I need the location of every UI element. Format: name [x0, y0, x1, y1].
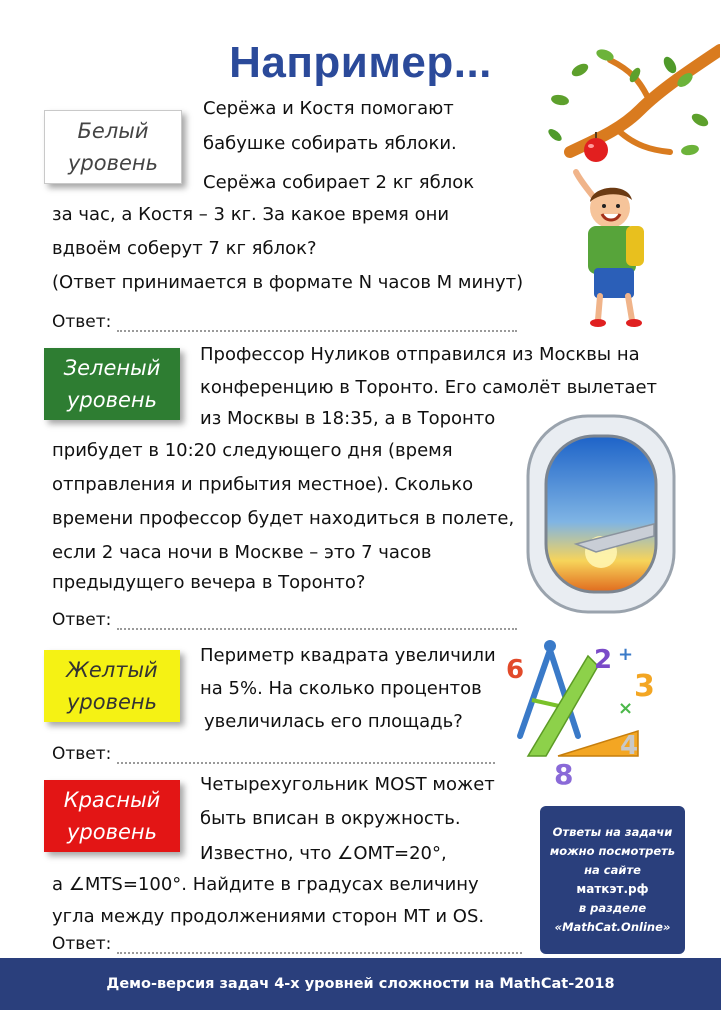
- problem4-line: быть вписан в окружность.: [200, 808, 461, 829]
- level-green-word: Зеленый: [63, 356, 161, 380]
- answer-label: Ответ:: [52, 312, 112, 332]
- svg-text:8: 8: [554, 758, 574, 791]
- level-white-label: уровень: [67, 151, 158, 175]
- svg-text:6: 6: [506, 655, 525, 685]
- window-sky-icon: [546, 436, 656, 592]
- level-yellow-word: Желтый: [66, 658, 158, 682]
- answers-info-box: [540, 806, 685, 954]
- info-line: Ответы на задачи: [552, 825, 673, 839]
- svg-text:2: 2: [594, 645, 613, 675]
- problem4-line: а ∠MTS=100°. Найдите в градусах величину: [52, 874, 479, 895]
- answer-label: Ответ:: [52, 934, 112, 954]
- problem2-line: времени профессор будет находиться в полете,: [52, 508, 515, 529]
- level-red-word: Красный: [63, 788, 161, 812]
- airplane-window-illustration: [526, 414, 676, 614]
- problem1-line: Серёжа собирает 2 кг яблок: [203, 172, 475, 193]
- problem1-line: (Ответ принимается в формате N часов M минут): [52, 272, 524, 293]
- problem2-line: из Москвы в 18:35, а в Торонто: [200, 408, 496, 429]
- level-green-badge: [44, 348, 180, 420]
- tree-branch-icon: [546, 47, 720, 156]
- level-white-word: Белый: [77, 119, 149, 143]
- answer-field[interactable]: [117, 938, 522, 954]
- problem2-line: предыдущего вечера в Торонто?: [52, 572, 366, 593]
- problem2-line: отправления и прибытия местное). Сколько: [52, 474, 474, 495]
- svg-text:4: 4: [620, 731, 639, 761]
- problem2-line: если 2 часа ночи в Москве – это 7 часов: [52, 542, 432, 563]
- answer-field[interactable]: [117, 748, 495, 764]
- problem1-line: вдвоём соберут 7 кг яблок?: [52, 238, 317, 259]
- level-red-badge: [44, 780, 180, 852]
- problem2-line: прибудет в 10:20 следующего дня (время: [52, 440, 453, 461]
- svg-text:3: 3: [634, 669, 655, 704]
- problem3-line: Периметр квадрата увеличили: [200, 645, 496, 666]
- boy-apple-tree-illustration: [540, 40, 720, 330]
- footer-text: Демо-версия задач 4-х уровней сложности на MathCat-2018: [106, 976, 615, 992]
- answer-line-1: [52, 312, 517, 332]
- level-green-label: уровень: [66, 388, 157, 412]
- problem4-line: Известно, что ∠OMT=20°,: [200, 843, 447, 864]
- svg-text:+: +: [618, 644, 634, 665]
- info-line: «MathCat.Online»: [554, 920, 671, 934]
- footer-banner: [0, 958, 721, 1010]
- answer-line-3: [52, 744, 495, 764]
- boy-icon: [576, 172, 644, 327]
- problem4-line: угла между продолжениями сторон MT и OS.: [52, 906, 485, 927]
- problem3-line: на 5%. На сколько процентов: [200, 678, 482, 699]
- problem1-line: бабушке собирать яблоки.: [203, 133, 457, 154]
- level-white-badge: [44, 110, 182, 184]
- level-yellow-badge: [44, 650, 180, 722]
- answer-label: Ответ:: [52, 744, 112, 764]
- problem3-line: увеличилась его площадь?: [204, 711, 463, 732]
- problem1-line: Серёжа и Костя помогают: [203, 98, 454, 119]
- level-red-label: уровень: [66, 820, 157, 844]
- answer-label: Ответ:: [52, 610, 112, 630]
- info-line: можно посмотреть: [549, 844, 676, 858]
- answer-field[interactable]: [117, 614, 517, 630]
- answer-line-4: [52, 934, 522, 954]
- answer-line-2: [52, 610, 517, 630]
- math-tools-illustration: [498, 636, 668, 791]
- level-yellow-label: уровень: [66, 690, 157, 714]
- answer-field[interactable]: [117, 316, 517, 332]
- svg-text:×: ×: [618, 698, 634, 719]
- info-line: на сайте: [584, 863, 641, 877]
- page-title: Например...: [229, 38, 492, 87]
- problem4-line: Четырехугольник MOST может: [200, 774, 495, 795]
- problem2-line: конференцию в Торонто. Его самолёт вылетает: [200, 377, 658, 398]
- problem1-line: за час, а Костя – 3 кг. За какое время они: [52, 204, 450, 225]
- problem2-line: Профессор Нуликов отправился из Москвы на: [200, 344, 640, 365]
- site-link[interactable]: маткэт.рф: [576, 882, 649, 896]
- info-line: в разделе: [578, 901, 647, 915]
